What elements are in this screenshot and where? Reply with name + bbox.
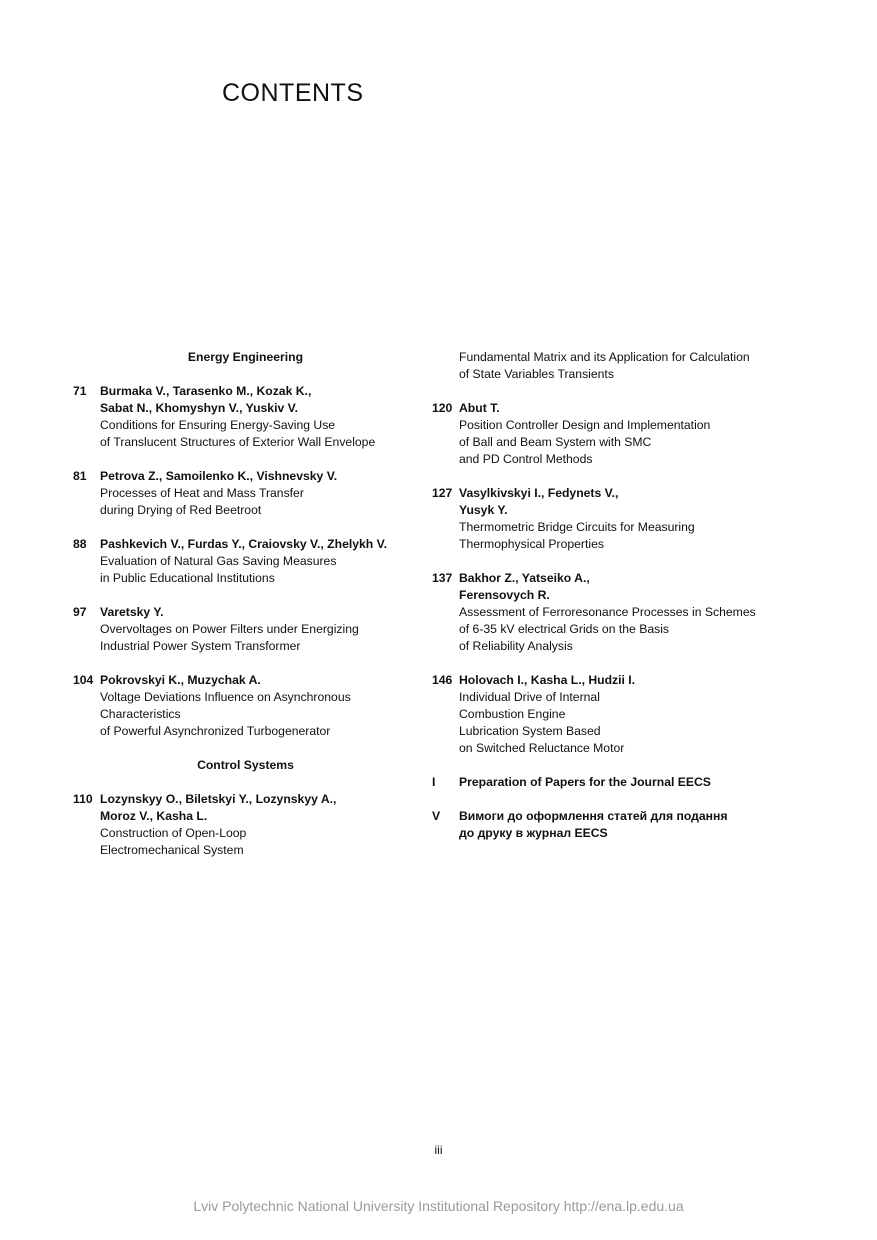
- page-number: iii: [434, 1143, 443, 1157]
- entry-page-number: 71: [73, 384, 87, 398]
- entry-page-number: 88: [73, 537, 87, 551]
- toc-entry[interactable]: [432, 485, 777, 553]
- entry-title: Assessment of Ferroresonance Processes in Schemes of 6-35 kV electrical Grids on the Basis of Reliability Analysis: [459, 605, 756, 653]
- entry-title: Evaluation of Natural Gas Saving Measures in Public Educational Institutions: [100, 554, 337, 585]
- entry-page-number: 104: [73, 673, 94, 687]
- entry-title: Construction of Open-Loop Electromechanical System: [100, 826, 247, 857]
- toc-entry-continuation[interactable]: [432, 349, 777, 383]
- entry-authors: Lozynskyy O., Biletskyi Y., Lozynskyy A., Moroz V., Kasha L.: [100, 792, 337, 823]
- entry-title: Overvoltages on Power Filters under Energizing Industrial Power System Transformer: [100, 622, 359, 653]
- entry-authors: Pokrovskyi K., Muzychak A.: [100, 673, 261, 687]
- entry-page-number: 127: [432, 486, 453, 500]
- toc-entry[interactable]: [73, 468, 418, 519]
- entry-page-number: 110: [73, 792, 93, 806]
- toc-entry[interactable]: [432, 570, 777, 655]
- entry-authors: Varetsky Y.: [100, 605, 164, 619]
- entry-title: Preparation of Papers for the Journal EECS: [459, 775, 711, 789]
- toc-entry[interactable]: [432, 672, 777, 757]
- entry-page-number: I: [432, 775, 436, 789]
- entry-page-number: 137: [432, 571, 453, 585]
- toc-entry[interactable]: [73, 383, 418, 451]
- page-title: CONTENTS: [222, 79, 364, 107]
- entry-page-number: 97: [73, 605, 87, 619]
- entry-title: Individual Drive of Internal Combustion Engine Lubrication System Based on Switched Reluctance Motor: [459, 690, 625, 755]
- toc-entry[interactable]: [432, 400, 777, 468]
- entry-authors: Petrova Z., Samoilenko K., Vishnevsky V.: [100, 469, 338, 483]
- entry-title: Position Controller Design and Implementation of Ball and Beam System with SMC and PD Control Methods: [459, 418, 711, 466]
- entry-authors: Pashkevich V., Furdas Y., Craiovsky V., Zhelykh V.: [100, 537, 388, 551]
- toc-entry[interactable]: [432, 774, 777, 791]
- toc-entry[interactable]: [73, 791, 418, 859]
- entry-authors: Burmaka V., Tarasenko M., Kozak K., Sabat N., Khomyshyn V., Yuskiv V.: [100, 384, 312, 415]
- entry-page-number: 146: [432, 673, 453, 687]
- repository-footer: Lviv Polytechnic National University Institutional Repository http://ena.lp.edu.ua: [193, 1198, 684, 1214]
- section-heading-control-systems: Control Systems: [197, 758, 294, 772]
- toc-left-column: [73, 349, 418, 859]
- entry-title: Вимоги до оформлення статей для подання до друку в журнал EECS: [459, 809, 728, 840]
- toc-entry[interactable]: [73, 604, 418, 655]
- entry-title: Processes of Heat and Mass Transfer during Drying of Red Beetroot: [100, 486, 304, 517]
- entry-title: Voltage Deviations Influence on Asynchronous Characteristics of Powerful Asynchronized Turbogenerator: [100, 690, 351, 738]
- toc-entry[interactable]: [432, 808, 777, 842]
- entry-title: Thermometric Bridge Circuits for Measuring Thermophysical Properties: [459, 520, 695, 551]
- entry-page-number: V: [432, 809, 441, 823]
- entry-authors: Holovach I., Kasha L., Hudzii I.: [459, 673, 636, 687]
- toc-right-column: [432, 349, 777, 842]
- entry-authors: Vasylkivskyi I., Fedynets V., Yusyk Y.: [459, 486, 619, 517]
- entry-title: Fundamental Matrix and its Application for Calculation of State Variables Transients: [459, 350, 750, 381]
- entry-page-number: 120: [432, 401, 453, 415]
- section-heading-energy-engineering: Energy Engineering: [187, 350, 304, 364]
- entry-authors: Abut T.: [459, 401, 500, 415]
- entry-title: Conditions for Ensuring Energy-Saving Use of Translucent Structures of Exterior Wall Envelope: [100, 418, 376, 449]
- toc-entry[interactable]: [73, 536, 418, 587]
- entry-authors: Bakhor Z., Yatseiko A., Ferensovych R.: [459, 571, 590, 602]
- toc-entry[interactable]: [73, 672, 418, 740]
- entry-page-number: 81: [73, 469, 87, 483]
